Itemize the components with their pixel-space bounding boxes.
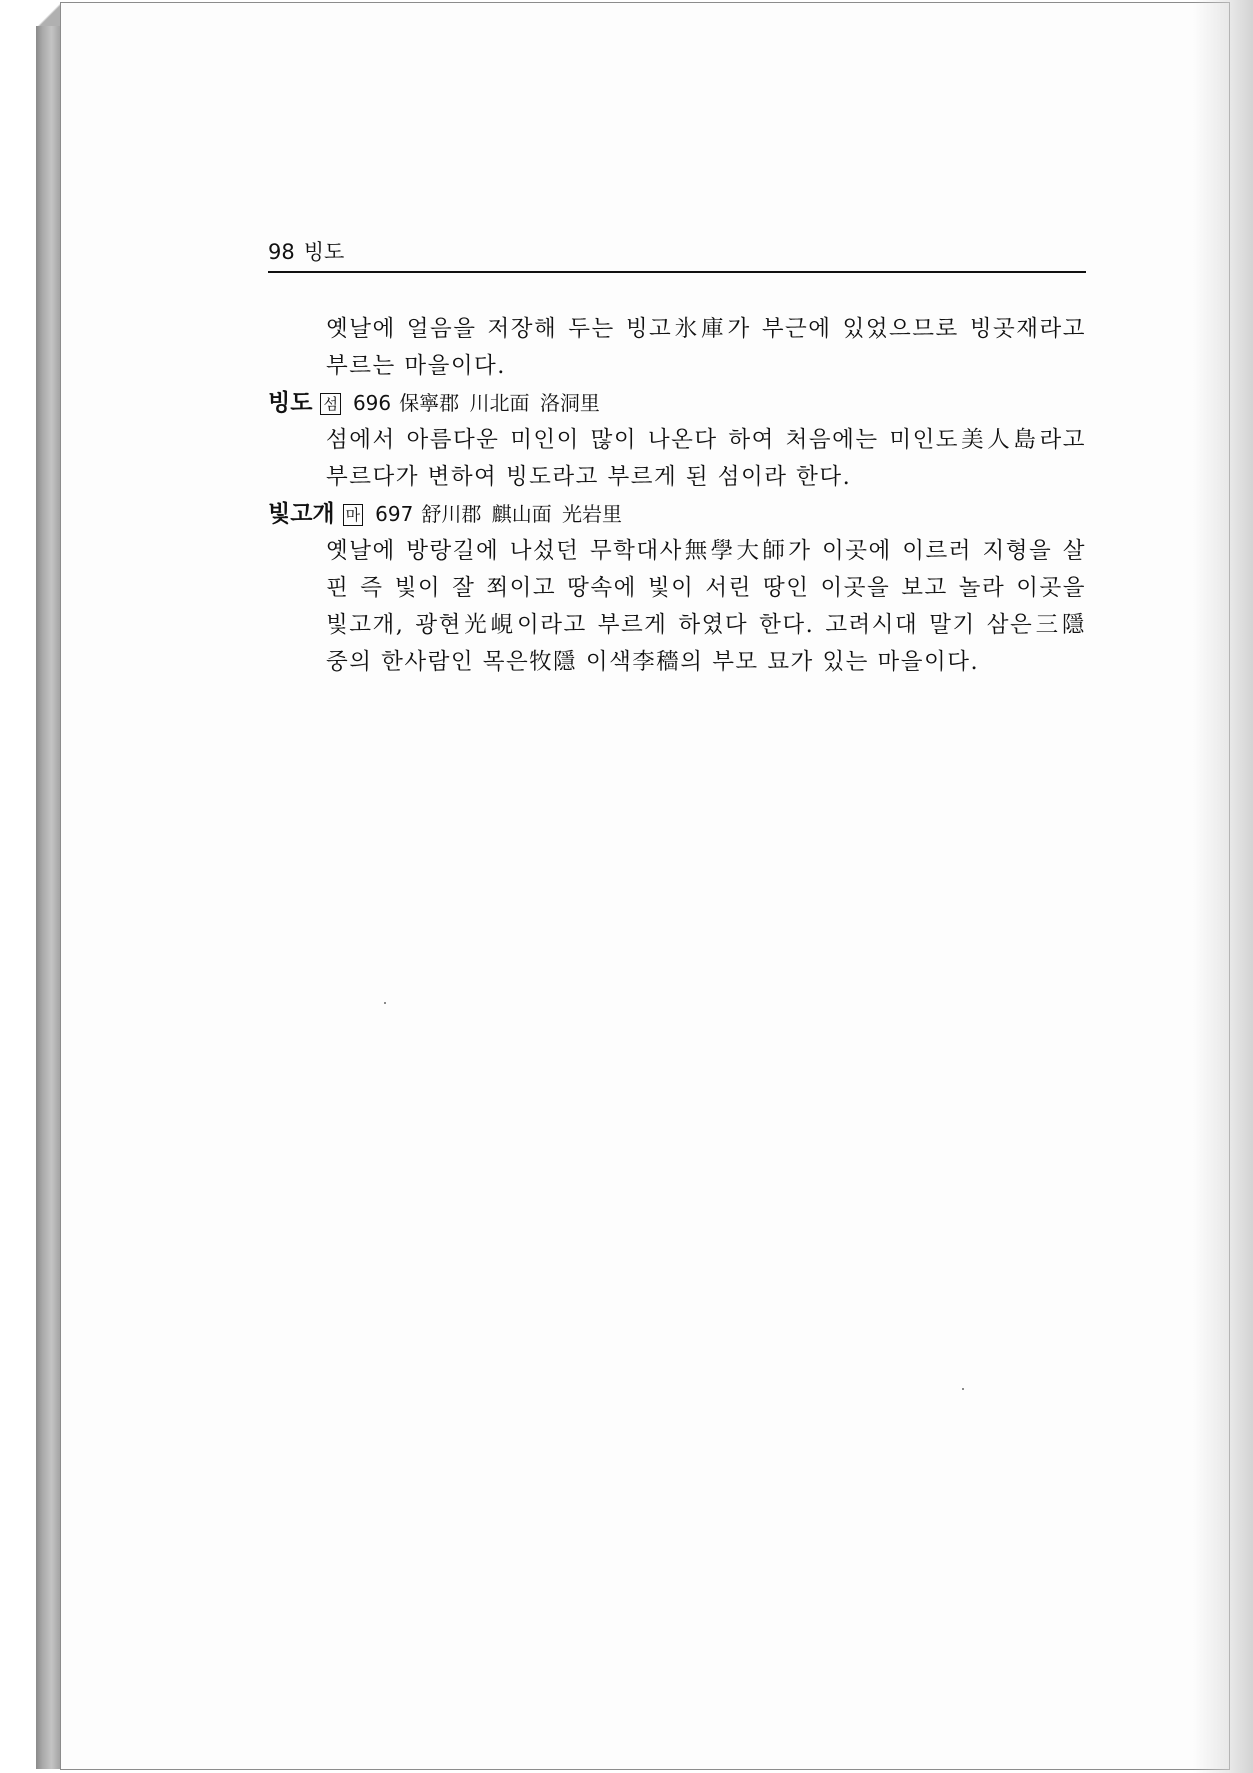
entry-location: 保寧郡 川北面 洛洞里 xyxy=(399,391,600,415)
entry-number: 696 xyxy=(352,391,392,415)
scan-speck xyxy=(384,1002,386,1004)
entry-number: 697 xyxy=(375,502,414,526)
page-shadow xyxy=(1193,0,1253,1773)
scan-speck xyxy=(962,1388,964,1390)
category-badge: 마 xyxy=(343,504,364,526)
entry-header xyxy=(268,385,1086,422)
running-title: 빙도 xyxy=(303,240,345,264)
entry-list xyxy=(268,311,1086,681)
entry-bitgogae xyxy=(268,496,1086,681)
book-spine-edge xyxy=(36,4,62,1769)
entry-header xyxy=(268,496,1086,533)
continuation-paragraph: 옛날에 얼음을 저장해 두는 빙고氷庫가 부근에 있었으므로 빙곳재라고 부르는 마을이다. xyxy=(326,316,1086,379)
entry-description: 옛날에 방랑길에 나섰던 무학대사無學大師가 이곳에 이르러 지형을 살핀 즉 빛이 잘 쬐이고 땅속에 빛이 서린 땅인 이곳을 보고 놀라 이곳을 빛고개, 광현光峴이라고 부르게 하였다 한다. 고려시대 말기 삼은三隱 중의 한사람인 목은牧隱 이색李穡의 부모 묘가 있는 마을이다. xyxy=(326,538,1086,675)
category-badge: 섬 xyxy=(320,393,341,415)
page-content xyxy=(268,236,1086,681)
entry-bingdo xyxy=(268,385,1086,496)
entry-title: 빙도 xyxy=(268,390,313,416)
page-number: 98 xyxy=(268,240,295,264)
entry-location: 舒川郡 麒山面 光岩里 xyxy=(421,502,623,526)
entry-title: 빛고개 xyxy=(268,501,335,527)
entry-description: 섬에서 아름다운 미인이 많이 나온다 하여 처음에는 미인도美人島라고 부르다가 변하여 빙도라고 부르게 된 섬이라 한다. xyxy=(326,427,1086,490)
running-header xyxy=(268,236,1086,273)
